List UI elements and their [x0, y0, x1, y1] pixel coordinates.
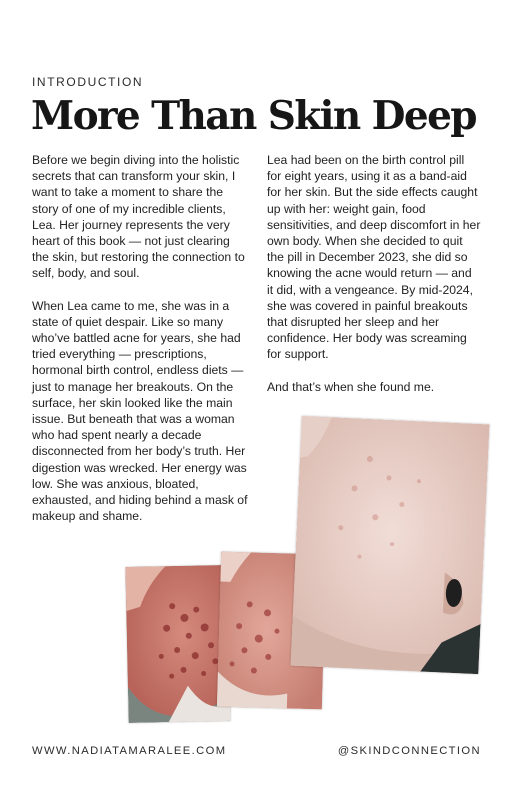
birth-control-paragraph: Lea had been on the birth control pill for eight years, using it as a band-aid for her skin. But the side effects caught up with her: weight gain, food sensitivities, and deep discomfort in her own body. When she decided to quit the pill in December 2023, she did so knowing the acne would return — and it did, with a vengeance. By mid-2024, she was covered in painful breakouts that disrupted her sleep and her confidence. Her body was screaming for support.	[267, 153, 481, 362]
page-title: More Than Skin Deep	[31, 93, 476, 139]
after-photo-cheek	[290, 416, 489, 674]
social-handle[interactable]: @SKINDCONNECTION	[337, 745, 481, 757]
found-me-paragraph: And that’s when she found me.	[267, 379, 435, 394]
left-column	[32, 152, 250, 540]
section-label: INTRODUCTION	[32, 75, 144, 89]
right-column	[267, 152, 481, 411]
story-paragraph: When Lea came to me, she was in a state of quiet despair. Like so many who’ve battled acne for years, she had tried everything — prescriptions, hormonal birth control, endless diets — just to manage her breakouts. On the surface, her skin looked like the main issue. But beneath that was a woman who had spent nearly a decade disconnected from her body’s truth. Her digestion was wrecked. Her energy was low. She was anxious, bloated, exhausted, and hiding behind a mask of makeup and shame.	[32, 298, 248, 524]
intro-paragraph: Before we begin diving into the holistic secrets that can transform your skin, I want to take a moment to share the story of one of my incredible clients, Lea. Her journey represents the very heart of this book — not just clearing the skin, but restoring the connection to self, body, and soul.	[32, 153, 245, 281]
before-photo-jaw-left	[125, 565, 230, 723]
website-url[interactable]: WWW.NADIATAMARALEE.COM	[32, 745, 227, 757]
